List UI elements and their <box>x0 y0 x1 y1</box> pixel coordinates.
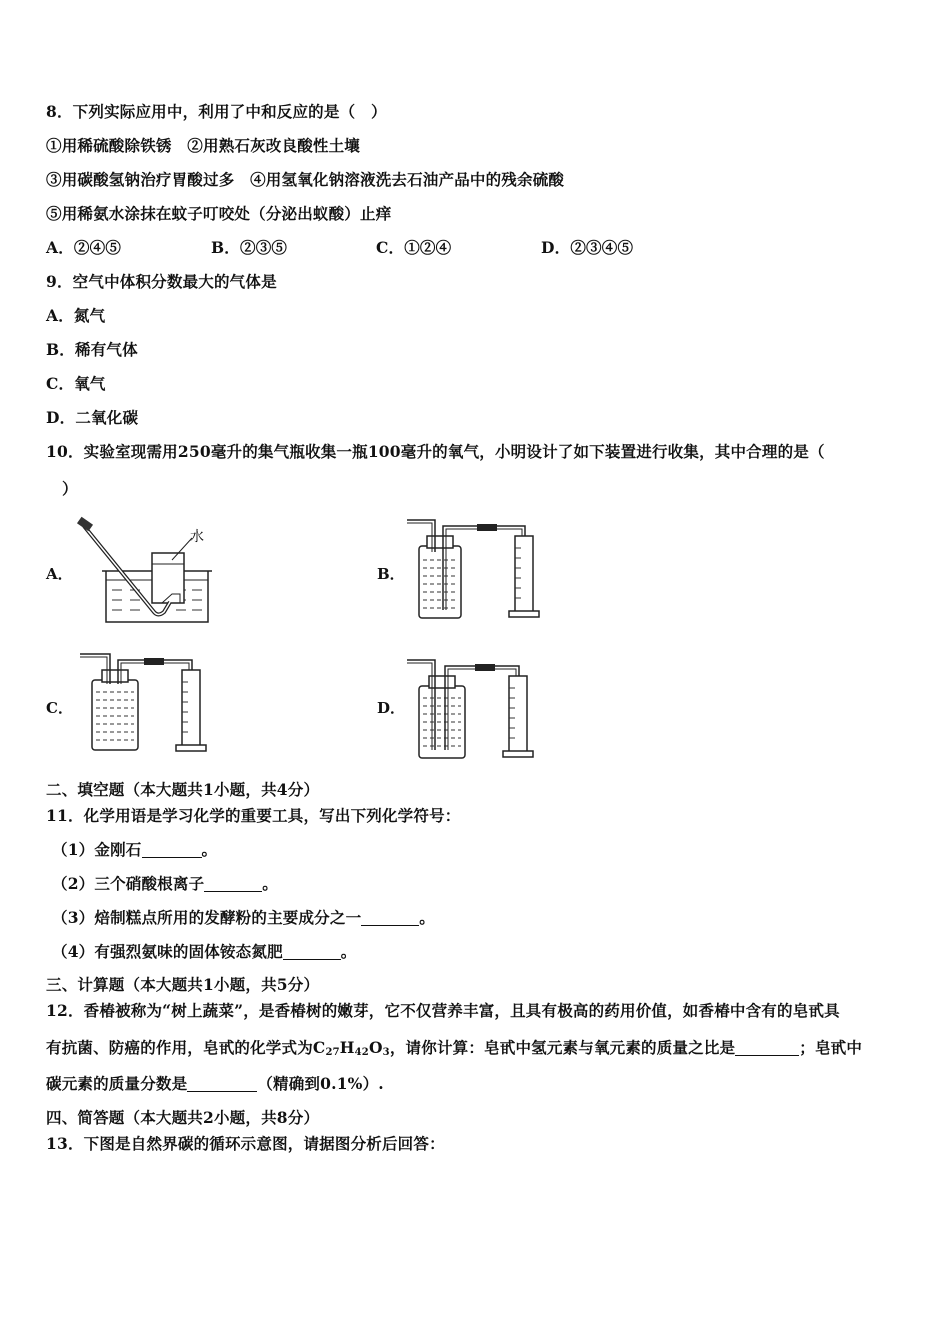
apparatus-b-drawing <box>405 514 545 622</box>
q10-stem: 10．实验室现需用250毫升的集气瓶收集一瓶100毫升的氧气，小明设计了如下装置进行收集，其中合理的是（ <box>46 442 825 461</box>
q12-line3-a: 碳元素的质量分数是 <box>46 1074 188 1093</box>
q9-option-a[interactable]: A．氮气 <box>46 306 106 325</box>
q11-item-3-text: （3）焙制糕点所用的发酵粉的主要成分之一 <box>52 908 362 927</box>
q12-blank-fraction[interactable] <box>187 1077 257 1092</box>
q11-item-2-text: （2）三个硝酸根离子 <box>52 874 205 893</box>
q9-option-b[interactable]: B．稀有气体 <box>46 340 138 359</box>
water-label: 水 <box>190 529 204 545</box>
formula-o: O <box>368 1038 383 1057</box>
q10-label-d[interactable]: D． <box>377 699 406 717</box>
q11-item-1-end: 。 <box>201 840 218 859</box>
q11-stem: 11．化学用语是学习化学的重要工具，写出下列化学符号： <box>46 806 461 825</box>
q11-item-2 <box>52 874 278 894</box>
section-3-heading: 三、计算题（本大题共1小题，共5分） <box>46 975 320 994</box>
q11-blank-1[interactable] <box>142 843 202 858</box>
q12-line2-a: 有抗菌、防癌的作用，皂甙的化学式为C <box>46 1038 326 1057</box>
section-4-heading: 四、简答题（本大题共2小题，共8分） <box>46 1108 320 1127</box>
q10-label-a[interactable]: A． <box>46 565 73 583</box>
q8-line2: ③用碳酸氢钠治疗胃酸过多 ④用氢氧化钠溶液洗去石油产品中的残余硫酸 <box>46 170 565 189</box>
q8-line1: ①用稀硫酸除铁锈 ②用熟石灰改良酸性土壤 <box>46 136 361 155</box>
q10-stem-end: ） <box>62 479 78 498</box>
q8-line3: ⑤用稀氨水涂抹在蚊子叮咬处（分泌出蚁酸）止痒 <box>46 204 392 223</box>
q11-item-4-text: （4）有强烈氨味的固体铵态氮肥 <box>52 942 283 961</box>
formula-sub-27: 27 <box>325 1047 340 1058</box>
q12-line2-c: ；皂甙中 <box>799 1038 863 1057</box>
q8-option-d[interactable]: D．②③④⑤ <box>541 238 634 257</box>
q8-options <box>46 238 706 258</box>
formula-sub-3: 3 <box>382 1047 390 1058</box>
q12-line2-b: ，请你计算：皂甙中氢元素与氧元素的质量之比是 <box>389 1038 736 1057</box>
q12-line2 <box>46 1038 862 1063</box>
q10-label-b[interactable]: B． <box>377 565 405 583</box>
q12-line3 <box>46 1074 384 1094</box>
apparatus-c-drawing <box>78 648 218 756</box>
q11-item-1-text: （1）金刚石 <box>52 840 142 859</box>
q11-item-4-end: 。 <box>340 942 357 961</box>
formula-sub-42: 42 <box>354 1047 369 1058</box>
q11-item-1 <box>52 840 217 860</box>
q13-stem: 13．下图是自然界碳的循环示意图，请据图分析后回答： <box>46 1134 445 1153</box>
q12-line3-b: （精确到0.1%）. <box>257 1074 384 1093</box>
q11-item-3 <box>52 908 435 928</box>
q8-option-c[interactable]: C．①②④ <box>376 238 452 257</box>
apparatus-d-figure <box>405 654 545 762</box>
q12-line1: 12．香椿被称为“树上蔬菜”，是香椿树的嫩芽，它不仅营养丰富，且具有极高的药用价值，如香椿中含有的皂甙具 <box>46 1001 840 1020</box>
apparatus-d-drawing <box>405 654 545 762</box>
q11-item-2-end: 。 <box>262 874 278 893</box>
apparatus-c-figure <box>78 648 218 756</box>
q11-blank-3[interactable] <box>361 911 419 926</box>
q9-stem: 9．空气中体积分数最大的气体是 <box>46 272 277 291</box>
q8-option-b[interactable]: B．②③⑤ <box>211 238 288 257</box>
q11-blank-4[interactable] <box>283 945 341 960</box>
q8-stem: 8．下列实际应用中，利用了中和反应的是（ ） <box>46 102 387 121</box>
q9-option-c[interactable]: C．氧气 <box>46 374 106 393</box>
q9-option-d[interactable]: D．二氧化碳 <box>46 408 139 427</box>
q12-blank-ratio[interactable] <box>735 1041 799 1056</box>
q8-option-a[interactable]: A．②④⑤ <box>46 238 122 257</box>
formula-h: H <box>339 1038 355 1057</box>
q11-item-3-end: 。 <box>419 908 435 927</box>
q10-label-c[interactable]: C． <box>46 699 73 717</box>
apparatus-b-figure <box>405 514 545 622</box>
q11-item-4 <box>52 942 357 962</box>
section-2-heading: 二、填空题（本大题共1小题，共4分） <box>46 780 320 799</box>
q11-blank-2[interactable] <box>204 877 262 892</box>
